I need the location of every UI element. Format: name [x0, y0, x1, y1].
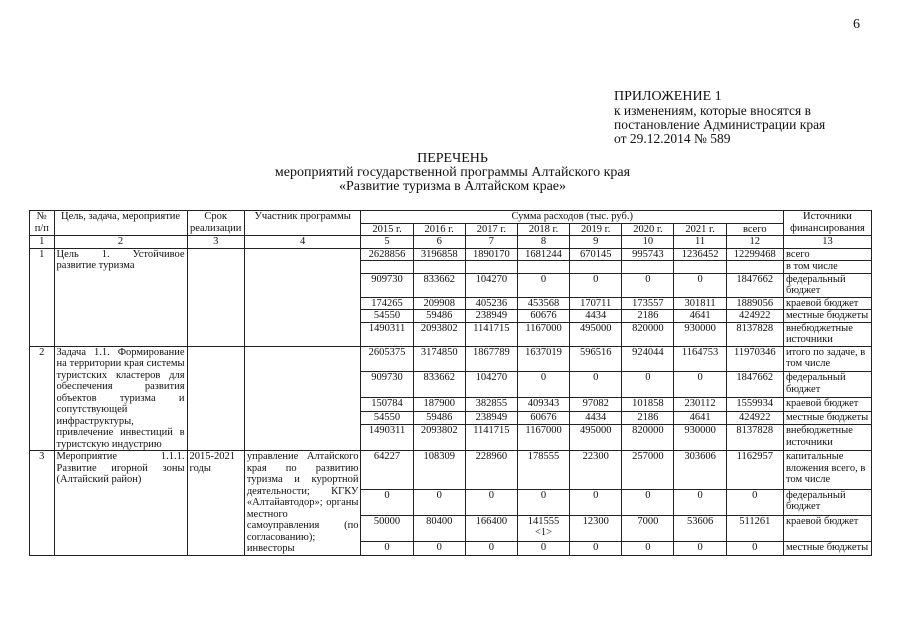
value-cell: 833662 [413, 372, 465, 398]
value-cell: 150784 [361, 398, 413, 411]
value-cell: 1890170 [465, 248, 517, 261]
header-year: 2021 г. [674, 223, 726, 236]
value-cell: 257000 [622, 451, 674, 490]
value-cell: 0 [674, 541, 726, 555]
value-cell: 4641 [674, 310, 726, 323]
value-cell [674, 261, 726, 274]
header-participant: Участник программы [244, 211, 361, 236]
value-cell: 97082 [570, 398, 622, 411]
column-number: 8 [517, 236, 569, 249]
value-cell: 833662 [413, 273, 465, 297]
value-cell: 424922 [726, 310, 783, 323]
value-cell: 230112 [674, 398, 726, 411]
table-row [30, 248, 872, 261]
column-number: 4 [244, 236, 361, 249]
value-cell: 495000 [570, 322, 622, 346]
value-cell: 405236 [465, 297, 517, 310]
source-cell: внебюджетные источники [783, 425, 871, 451]
source-cell: местные бюджеты [783, 310, 871, 323]
table-body [30, 248, 872, 555]
value-cell: 104270 [465, 372, 517, 398]
value-cell: 64227 [361, 451, 413, 490]
source-cell: внебюджетные источники [783, 322, 871, 346]
title-line: «Развитие туризма в Алтайском крае» [338, 179, 567, 194]
value-cell: 8137828 [726, 425, 783, 451]
value-cell: 382855 [465, 398, 517, 411]
row-participant [244, 248, 361, 346]
value-cell: 54550 [361, 411, 413, 424]
appendix-line: постановление Администрации края [614, 117, 826, 132]
value-cell: 1236452 [674, 248, 726, 261]
header-term: Срок реализации [187, 211, 244, 236]
page-number: 6 [853, 17, 860, 32]
source-cell: краевой бюджет [783, 515, 871, 541]
row-number: 1 [30, 248, 55, 346]
row-number: 2 [30, 346, 55, 451]
value-cell: 2186 [622, 310, 674, 323]
value-cell: 0 [413, 541, 465, 555]
value-cell: 596516 [570, 346, 622, 372]
header-source: Источники финансирования [783, 211, 871, 236]
value-cell: 0 [570, 372, 622, 398]
value-cell: 0 [726, 541, 783, 555]
value-cell: 1490311 [361, 425, 413, 451]
value-cell: 1490311 [361, 322, 413, 346]
column-number: 6 [413, 236, 465, 249]
source-cell: в том числе [783, 261, 871, 274]
value-cell [413, 261, 465, 274]
value-cell: 1141715 [465, 322, 517, 346]
value-cell: 174265 [361, 297, 413, 310]
value-cell: 0 [517, 541, 569, 555]
value-cell: 1164753 [674, 346, 726, 372]
value-cell: 995743 [622, 248, 674, 261]
value-cell: 2093802 [413, 425, 465, 451]
value-cell: 0 [517, 489, 569, 515]
value-cell: 59486 [413, 411, 465, 424]
header-year: 2017 г. [465, 223, 517, 236]
value-cell: 22300 [570, 451, 622, 490]
column-number: 1 [30, 236, 55, 249]
value-cell: 7000 [622, 515, 674, 541]
row-name: Задача 1.1. Формирование на территории края системы туристских кластеров для обеспечения развития объектов туризма и сопутствующей инфраструктуры, привлечение инвестиций в туристскую индустрию [54, 346, 187, 451]
value-cell: 1847662 [726, 372, 783, 398]
value-cell: 238949 [465, 310, 517, 323]
row-name: Мероприятие 1.1.1. Развитие игорной зоны (Алтайский район) [54, 451, 187, 556]
value-cell: 495000 [570, 425, 622, 451]
source-cell: федеральный бюджет [783, 273, 871, 297]
value-cell: 209908 [413, 297, 465, 310]
value-cell: 0 [413, 489, 465, 515]
value-cell: 8137828 [726, 322, 783, 346]
value-cell: 409343 [517, 398, 569, 411]
value-cell: 0 [674, 489, 726, 515]
value-cell: 1847662 [726, 273, 783, 297]
source-cell: местные бюджеты [783, 541, 871, 555]
value-cell: 178555 [517, 451, 569, 490]
value-cell: 173557 [622, 297, 674, 310]
source-cell: федеральный бюджет [783, 372, 871, 398]
source-cell: итого по задаче, в том числе [783, 346, 871, 372]
appendix-title: ПРИЛОЖЕНИЕ 1 [614, 89, 722, 104]
value-cell: 0 [465, 489, 517, 515]
value-cell: 0 [726, 489, 783, 515]
source-cell: краевой бюджет [783, 398, 871, 411]
value-cell [361, 261, 413, 274]
column-number: 3 [187, 236, 244, 249]
value-cell: 4434 [570, 310, 622, 323]
value-cell: 54550 [361, 310, 413, 323]
value-cell: 1167000 [517, 322, 569, 346]
table-row [30, 451, 872, 490]
value-cell: 924044 [622, 346, 674, 372]
appendix-block [614, 90, 825, 146]
value-cell: 12299468 [726, 248, 783, 261]
value-cell: 301811 [674, 297, 726, 310]
value-cell: 104270 [465, 273, 517, 297]
header-sum: Сумма расходов (тыс. руб.) [361, 211, 783, 224]
value-cell: 0 [570, 541, 622, 555]
value-cell: 0 [517, 273, 569, 297]
column-number: 9 [570, 236, 622, 249]
value-cell: 930000 [674, 425, 726, 451]
value-cell: 108309 [413, 451, 465, 490]
appendix-line: от 29.12.2014 № 589 [614, 131, 731, 146]
value-cell: 0 [517, 372, 569, 398]
value-cell: 0 [674, 372, 726, 398]
value-cell: 166400 [465, 515, 517, 541]
document-title [0, 152, 905, 194]
header-year: 2016 г. [413, 223, 465, 236]
value-cell: 820000 [622, 425, 674, 451]
header-year: 2019 г. [570, 223, 622, 236]
header-num: № п/п [30, 211, 55, 236]
value-cell: 1867789 [465, 346, 517, 372]
value-cell [465, 261, 517, 274]
value-cell: 2628856 [361, 248, 413, 261]
row-term: 2015-2021 годы [187, 451, 244, 556]
header-year: 2015 г. [361, 223, 413, 236]
value-cell: 1559934 [726, 398, 783, 411]
row-participant [244, 346, 361, 451]
measures-table [29, 210, 872, 556]
value-cell: 303606 [674, 451, 726, 490]
value-cell: 0 [674, 273, 726, 297]
value-cell: 820000 [622, 322, 674, 346]
row-name: Цель 1. Устойчивое развитие туризма [54, 248, 187, 346]
value-cell: 930000 [674, 322, 726, 346]
source-cell: местные бюджеты [783, 411, 871, 424]
header-year: всего [726, 223, 783, 236]
value-cell: 2605375 [361, 346, 413, 372]
column-number: 7 [465, 236, 517, 249]
column-number: 13 [783, 236, 871, 249]
value-cell: 453568 [517, 297, 569, 310]
row-participant: управление Алтайского края по развитию туризма и курортной деятельности; КГКУ «Алтайавтодор»; органы местного самоуправления (по согласованию); инвесторы [244, 451, 361, 556]
value-cell: 0 [622, 372, 674, 398]
row-number: 3 [30, 451, 55, 556]
value-cell: 1167000 [517, 425, 569, 451]
row-term [187, 346, 244, 451]
value-cell: 0 [622, 541, 674, 555]
value-cell: 511261 [726, 515, 783, 541]
value-cell: 228960 [465, 451, 517, 490]
title-line: ПЕРЕЧЕНЬ [417, 151, 488, 166]
column-number: 5 [361, 236, 413, 249]
title-line: мероприятий государственной программы Алтайского края [274, 165, 631, 180]
value-cell: 0 [465, 541, 517, 555]
column-number: 2 [54, 236, 187, 249]
column-number-row [30, 236, 872, 249]
value-cell: 0 [361, 489, 413, 515]
value-cell: 170711 [570, 297, 622, 310]
value-cell: 0 [361, 541, 413, 555]
value-cell: 53606 [674, 515, 726, 541]
value-cell: 3196858 [413, 248, 465, 261]
column-number: 12 [726, 236, 783, 249]
source-cell: федеральный бюджет [783, 489, 871, 515]
value-cell: 0 [622, 489, 674, 515]
value-cell: 0 [622, 273, 674, 297]
value-cell: 1162957 [726, 451, 783, 490]
header-year: 2018 г. [517, 223, 569, 236]
value-cell: 141555 <1> [517, 515, 569, 541]
header-goal: Цель, задача, мероприятие [54, 211, 187, 236]
value-cell: 11970346 [726, 346, 783, 372]
value-cell: 12300 [570, 515, 622, 541]
value-cell: 1141715 [465, 425, 517, 451]
value-cell: 2186 [622, 411, 674, 424]
column-number: 11 [674, 236, 726, 249]
value-cell: 670145 [570, 248, 622, 261]
header-year: 2020 г. [622, 223, 674, 236]
value-cell: 1889056 [726, 297, 783, 310]
value-cell: 2093802 [413, 322, 465, 346]
value-cell: 3174850 [413, 346, 465, 372]
value-cell: 424922 [726, 411, 783, 424]
source-cell: капитальные вложения всего, в том числе [783, 451, 871, 490]
value-cell: 80400 [413, 515, 465, 541]
value-cell: 187900 [413, 398, 465, 411]
appendix-line: к изменениям, которые вносятся в [614, 103, 812, 118]
value-cell [726, 261, 783, 274]
value-cell [570, 261, 622, 274]
value-cell: 909730 [361, 273, 413, 297]
column-number: 10 [622, 236, 674, 249]
source-cell: всего [783, 248, 871, 261]
value-cell: 50000 [361, 515, 413, 541]
value-cell: 59486 [413, 310, 465, 323]
row-term [187, 248, 244, 346]
value-cell [622, 261, 674, 274]
table-row [30, 346, 872, 372]
value-cell: 0 [570, 489, 622, 515]
value-cell: 60676 [517, 411, 569, 424]
value-cell: 909730 [361, 372, 413, 398]
source-cell: краевой бюджет [783, 297, 871, 310]
value-cell: 1681244 [517, 248, 569, 261]
value-cell: 60676 [517, 310, 569, 323]
value-cell: 4434 [570, 411, 622, 424]
value-cell: 0 [570, 273, 622, 297]
value-cell: 4641 [674, 411, 726, 424]
value-cell: 1637019 [517, 346, 569, 372]
value-cell: 238949 [465, 411, 517, 424]
value-cell [517, 261, 569, 274]
value-cell: 101858 [622, 398, 674, 411]
